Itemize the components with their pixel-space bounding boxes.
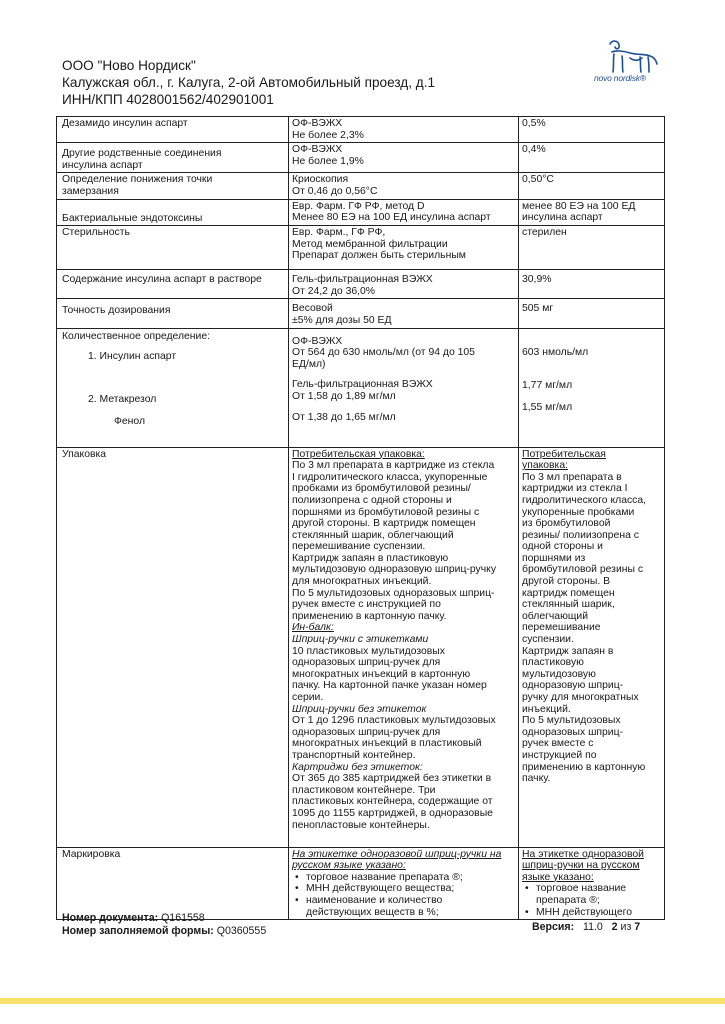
list-item bbox=[536, 907, 661, 919]
row-name: Бактериальные эндотоксины bbox=[57, 199, 289, 226]
text-line: Картридж запаян в bbox=[522, 645, 614, 657]
row-result: менее 80 ЕЭ на 100 ЕД инсулина аспарт bbox=[519, 199, 665, 226]
list-item-text: действующих веществ в %; bbox=[306, 906, 439, 918]
text-line: применению в картонную пачку. bbox=[292, 610, 447, 622]
text-line: пластиковом контейнере. Три bbox=[292, 784, 436, 796]
text-line: поршнями из bbox=[522, 552, 586, 564]
list-item bbox=[306, 872, 515, 884]
text-line: для многократных инъекций. bbox=[292, 576, 432, 588]
row-result: На этикетке одноразовой шприц-ручки на русском языке указано: • торговое название препарата ®; • МНН действующего bbox=[519, 847, 665, 920]
text-line: По 5 мультидозовых bbox=[522, 715, 621, 727]
row-method: На этикетке одноразовой шприц-ручки на русском языке указано: • торговое название препарата ®; • МНН действующего вещества; • наименование и количество действующих веществ в %; bbox=[289, 847, 519, 920]
text-line: инъекций. bbox=[522, 703, 571, 715]
table-row bbox=[57, 117, 665, 143]
table-row bbox=[57, 199, 665, 226]
row-result: 0,5% bbox=[519, 117, 665, 143]
text-line: другой стороны. В bbox=[522, 576, 611, 588]
page-total: 7 bbox=[634, 921, 641, 933]
row-result: 505 мг bbox=[519, 299, 665, 328]
row-result: стерилен bbox=[519, 226, 665, 270]
list-item-text: • торговое название bbox=[536, 883, 627, 895]
text-line: перемешивание bbox=[522, 622, 601, 634]
list-item-text: • наименование и количество bbox=[306, 894, 443, 906]
row-method: Евр. Фарм., ГФ РФ, Метод мембранной фильтрации Препарат должен быть стерильным bbox=[289, 226, 519, 270]
row-name: Количественное определение: 1. Инсулин аспарт 2. Метакрезол Фенол bbox=[57, 328, 289, 447]
text-line: одноразовых шприц-ручек для bbox=[292, 726, 441, 738]
page-bottom-bar bbox=[0, 998, 725, 1004]
doc-number-label: Номер документа: bbox=[62, 912, 159, 924]
list-item bbox=[306, 895, 515, 918]
marking-list bbox=[292, 872, 515, 918]
list-item bbox=[306, 883, 515, 895]
text-line: из бромбутиловой bbox=[522, 518, 611, 530]
row-method: ОФ-ВЭЖХ От 564 до 630 нмоль/мл (от 94 до 105 ЕД/мл) Гель-фильтрационная ВЭЖХ От 1,58 до 1,89 мг/мл От 1,38 до 1,65 мг/мл bbox=[289, 328, 519, 447]
row-name: Содержание инсулина аспарт в растворе bbox=[57, 270, 289, 299]
text-line: Потребительская упаковка: bbox=[292, 448, 425, 460]
text-line: картриджи из стекла I bbox=[522, 483, 628, 495]
text-line: стеклянный шарик, облегчающий bbox=[292, 529, 454, 541]
apis-bull-icon bbox=[602, 40, 662, 74]
row-method: Гель-фильтрационная ВЭЖХ От 24,2 до 36,0% bbox=[289, 270, 519, 299]
row-method: Криоскопия От 0,46 до 0,56°С bbox=[289, 173, 519, 199]
row-method bbox=[289, 447, 519, 847]
text-line: ручек вместе с инструкцией по bbox=[292, 599, 441, 611]
specification-table bbox=[56, 116, 665, 920]
novo-nordisk-logo bbox=[594, 40, 662, 84]
row-result: 0,4% bbox=[519, 143, 665, 173]
text-line: укупоренные пробками bbox=[522, 506, 635, 518]
list-item-text: • МНН действующего вещества; bbox=[306, 883, 455, 895]
text-line: стеклянный шарик, bbox=[522, 599, 615, 611]
text-line: резины/ полиизопрена с bbox=[522, 529, 639, 541]
text-line: I гидролитического класса, укупоренные bbox=[292, 471, 488, 483]
text-line: перемешивание суспензии. bbox=[292, 541, 426, 553]
page-of: из bbox=[620, 921, 632, 933]
table-row bbox=[57, 447, 665, 847]
list-item-text: • МНН действующего bbox=[536, 906, 632, 918]
text-line: Ин-балк: bbox=[292, 622, 334, 634]
text-line: гидролитического класса, bbox=[522, 494, 647, 506]
text-line: ручку для многократных bbox=[522, 692, 639, 703]
row-result: 30,9% bbox=[519, 270, 665, 299]
text-line: Шприц-ручки с этикетками bbox=[292, 634, 429, 646]
text-line: По 3 мл препарата в картридже из стекла bbox=[292, 460, 495, 472]
text-line: От 365 до 385 картриджей без этикетки в bbox=[292, 773, 492, 785]
row-name: Точность дозирования bbox=[57, 299, 289, 328]
text-line: поршнями из бромбутиловой резины с bbox=[292, 506, 480, 518]
company-inn-kpp: ИНН/КПП 4028001562/402901001 bbox=[62, 92, 274, 107]
version-label: Версия: bbox=[532, 921, 575, 933]
text-line: По 5 мультидозовых одноразовых шприц- bbox=[292, 587, 495, 599]
text-line: серии. bbox=[292, 692, 324, 703]
row-name: Дезамидо инсулин аспарт bbox=[57, 117, 289, 143]
table-row bbox=[57, 270, 665, 299]
marking-list bbox=[522, 883, 661, 918]
text-line: пачку. На картонной пачке указан номер bbox=[292, 680, 487, 692]
logo-wordmark: novo nordisk® bbox=[594, 73, 646, 83]
text-line: мультидозовую bbox=[522, 668, 596, 680]
list-item-text: препарата ®; bbox=[536, 894, 600, 906]
row-name: Определение понижения точки замерзания bbox=[57, 173, 289, 199]
text-line: ручек вместе с bbox=[522, 738, 594, 750]
text-line: 10 пластиковых мультидозовых bbox=[292, 645, 445, 657]
list-item-text: • торговое название препарата ®; bbox=[306, 871, 463, 883]
row-method: Весовой ±5% для дозы 50 ЕД bbox=[289, 299, 519, 328]
text-line: суспензии. bbox=[522, 634, 574, 646]
text-line: Потребительская bbox=[522, 448, 606, 460]
table-row bbox=[57, 226, 665, 270]
version-value: 11.0 bbox=[582, 921, 603, 933]
text-line: Шприц-ручки без этикеток bbox=[292, 703, 427, 715]
form-number-value: Q0360555 bbox=[216, 925, 267, 937]
text-line: упаковка: bbox=[522, 460, 569, 472]
row-name: Другие родственные соединения инсулина аспарт bbox=[57, 143, 289, 173]
company-address: Калужская обл., г. Калуга, 2-ой Автомобильный проезд, д.1 bbox=[62, 75, 436, 90]
text-line: транспортный контейнер. bbox=[292, 749, 416, 761]
row-name: Упаковка bbox=[57, 447, 289, 847]
text-line: одноразовых шприц-ручек для bbox=[292, 657, 441, 669]
table-row bbox=[57, 173, 665, 199]
table-row bbox=[57, 299, 665, 328]
row-result: 603 нмоль/мл 1,77 мг/мл 1,55 мг/мл bbox=[519, 328, 665, 447]
text-line: пенопластовые контейнеры. bbox=[292, 819, 430, 831]
text-line: инструкцией по bbox=[522, 749, 597, 761]
text-line: одной стороны и bbox=[522, 541, 603, 553]
row-method: Евр. Фарм. ГФ РФ, метод D Менее 80 ЕЭ на 100 ЕД инсулина аспарт bbox=[289, 199, 519, 226]
text-line: По 3 мл препарата в bbox=[522, 471, 622, 483]
text-line: полиизопрена с одной стороны и bbox=[292, 494, 452, 506]
row-method: ОФ-ВЭЖХ Не более 2,3% bbox=[289, 117, 519, 143]
text-line: многократных инъекций в картонную bbox=[292, 668, 471, 680]
row-result: 0,50°С bbox=[519, 173, 665, 199]
text-line: многократных инъекций в пластиковый bbox=[292, 738, 482, 750]
row-name: Стерильность bbox=[57, 226, 289, 270]
version-info bbox=[532, 921, 640, 933]
table-row bbox=[57, 328, 665, 447]
text-line: облегчающий bbox=[522, 610, 589, 622]
text-line: мультидозовую одноразовую шприц-ручку bbox=[292, 564, 497, 576]
doc-number-value: Q161558 bbox=[161, 912, 205, 924]
list-item bbox=[536, 883, 661, 906]
text-line: одноразовых шприц- bbox=[522, 726, 624, 738]
text-line: одноразовую шприц- bbox=[522, 680, 624, 692]
text-line: картридж помещен bbox=[522, 587, 615, 599]
row-name: Маркировка bbox=[57, 847, 289, 920]
text-line: Картриджи без этикеток: bbox=[292, 761, 423, 773]
text-line: бромбутиловой резины с bbox=[522, 564, 644, 576]
text-line: От 1 до 1296 пластиковых мультидозовых bbox=[292, 715, 496, 727]
form-number-label: Номер заполняемой формы: bbox=[62, 925, 214, 937]
row-result bbox=[519, 447, 665, 847]
text-line: другой стороны. В картридж помещен bbox=[292, 518, 476, 530]
table-row bbox=[57, 847, 665, 920]
text-line: пластиковых контейнера, содержащие от bbox=[292, 796, 493, 808]
text-line: пачку. bbox=[522, 773, 551, 785]
company-name: ООО "Ново Нордиск" bbox=[62, 58, 196, 73]
company-header bbox=[62, 57, 435, 108]
row-method: ОФ-ВЭЖХ Не более 1,9% bbox=[289, 143, 519, 173]
table-row bbox=[57, 143, 665, 173]
document-footer bbox=[62, 912, 266, 938]
text-line: Картридж запаян в пластиковую bbox=[292, 552, 449, 564]
text-line: пробками из бромбутиловой резины/ bbox=[292, 483, 471, 495]
text-line: пластиковую bbox=[522, 657, 584, 669]
text-line: применению в картонную bbox=[522, 761, 646, 773]
page-current: 2 bbox=[611, 921, 618, 933]
text-line: 1095 до 1155 картриджей, в одноразовые bbox=[292, 807, 493, 819]
